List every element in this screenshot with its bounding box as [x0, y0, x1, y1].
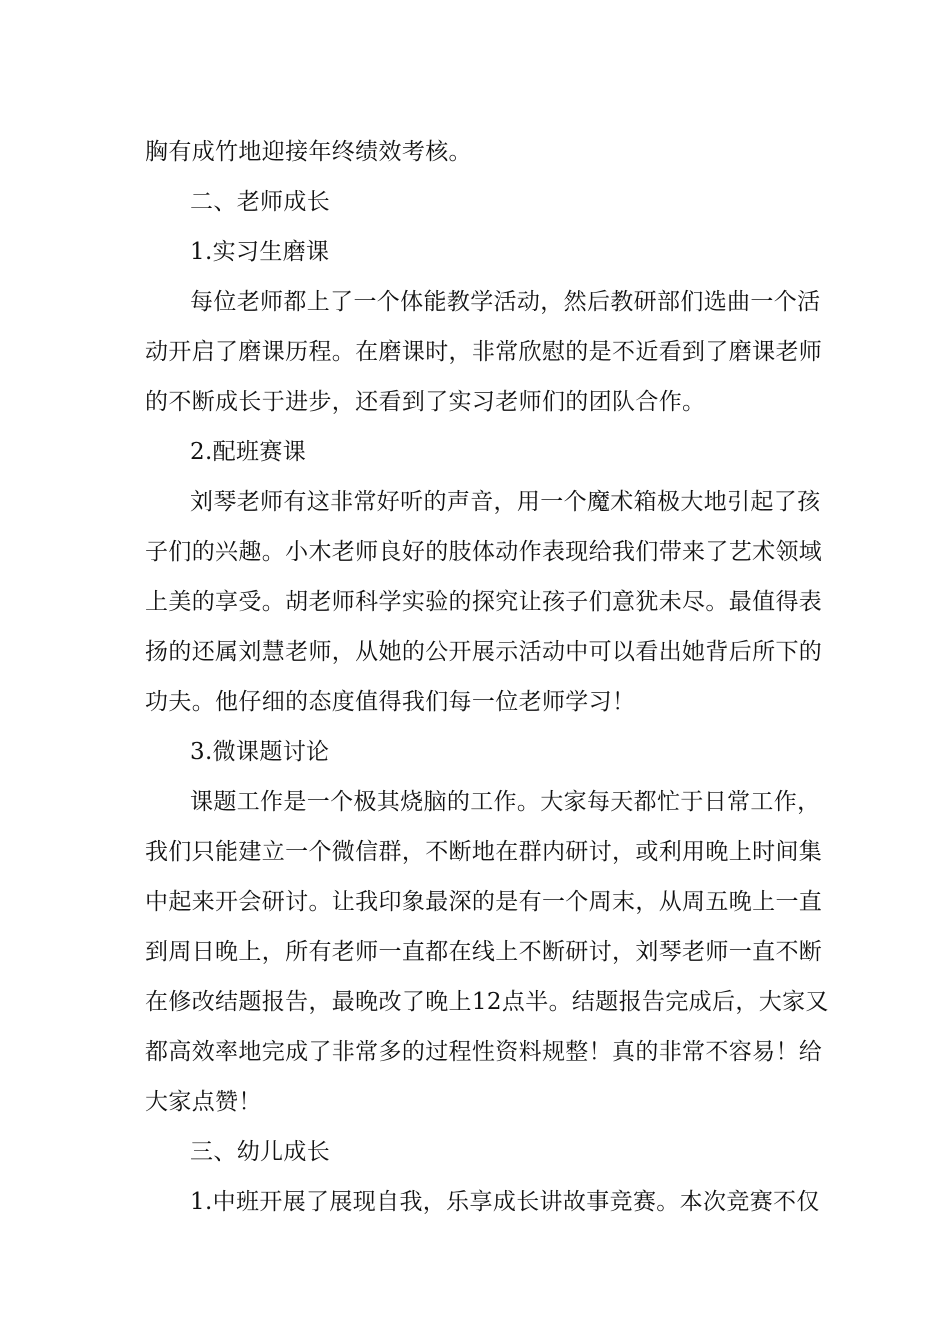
paragraph-line: 到周日晚上，所有老师一直都在线上不断研讨，刘琴老师一直不断: [145, 939, 823, 965]
paragraph-line: 刘琴老师有这非常好听的声音，用一个魔术箱极大地引起了孩: [190, 489, 821, 515]
paragraph-line: 子们的兴趣。小木老师良好的肢体动作表现给我们带来了艺术领域: [145, 539, 823, 565]
paragraph-line: 胸有成竹地迎接年终绩效考核。: [145, 139, 472, 165]
paragraph-line: 我们只能建立一个微信群，不断地在群内研讨，或利用晚上时间集: [145, 839, 823, 865]
paragraph-line: 上美的享受。胡老师科学实验的探究让孩子们意犹未尽。最值得表: [145, 589, 823, 615]
subsection-heading: 3.微课题讨论: [190, 739, 330, 765]
section-heading: 三、幼儿成长: [190, 1139, 331, 1165]
paragraph-line: 1.中班开展了展现自我，乐享成长讲故事竞赛。本次竞赛不仅: [190, 1189, 820, 1215]
paragraph-line: 功夫。他仔细的态度值得我们每一位老师学习！: [145, 689, 636, 715]
paragraph-line: 中起来开会研讨。让我印象最深的是有一个周末，从周五晚上一直: [145, 889, 823, 915]
section-heading: 二、老师成长: [190, 189, 331, 215]
paragraph-line: 课题工作是一个极其烧脑的工作。大家每天都忙于日常工作，: [190, 789, 821, 815]
subsection-heading: 1.实习生磨课: [190, 239, 330, 265]
paragraph-line: 扬的还属刘慧老师，从她的公开展示活动中可以看出她背后所下的: [145, 639, 823, 665]
subsection-heading: 2.配班赛课: [190, 439, 307, 465]
paragraph-line: 在修改结题报告，最晚改了晚上12点半。结题报告完成后，大家又: [145, 989, 829, 1015]
paragraph-line: 每位老师都上了一个体能教学活动，然后教研部们选曲一个活: [190, 289, 821, 315]
paragraph-line: 动开启了磨课历程。在磨课时，非常欣慰的是不近看到了磨课老师: [145, 339, 823, 365]
paragraph-line: 都高效率地完成了非常多的过程性资料规整！真的非常不容易！给: [145, 1039, 823, 1065]
paragraph-line: 大家点赞！: [145, 1089, 262, 1115]
paragraph-line: 的不断成长于进步，还看到了实习老师们的团队合作。: [145, 389, 706, 415]
